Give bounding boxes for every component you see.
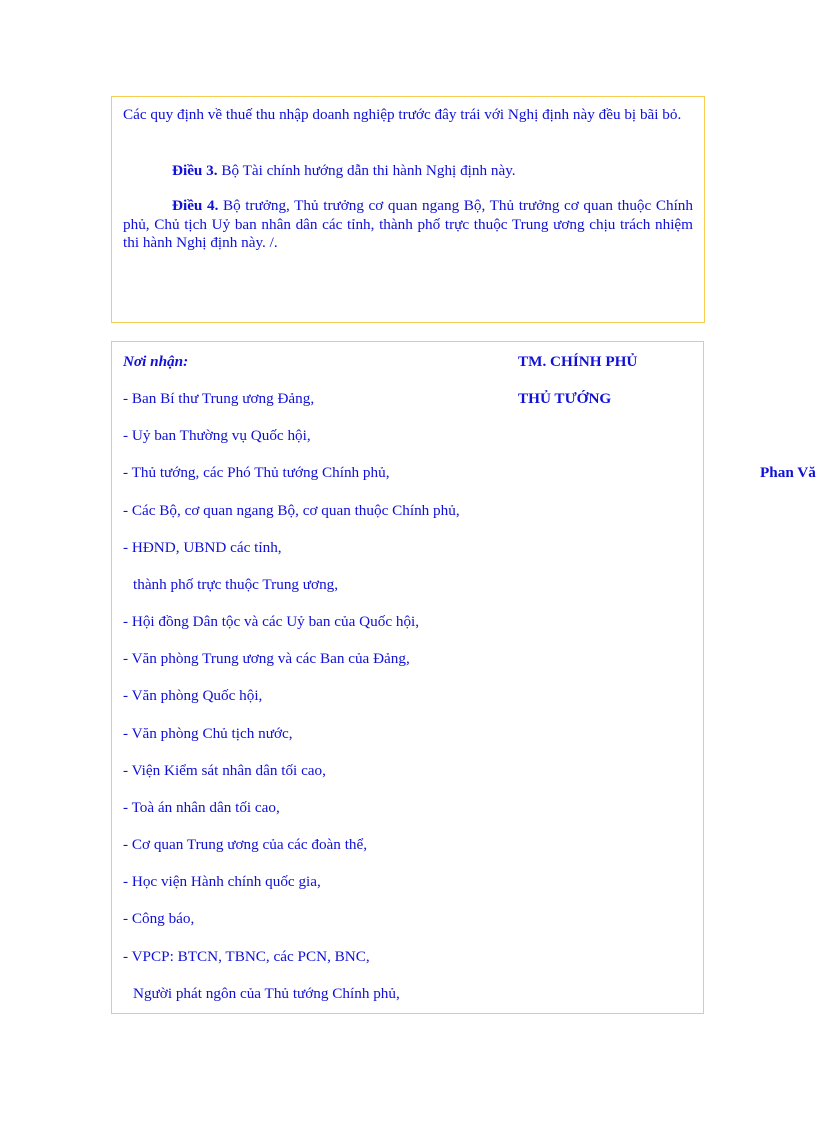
intro-paragraph: Các quy định về thuế thu nhập doanh nghiệp trước đây trái với Nghị định này đều bị bãi bỏ. (123, 106, 682, 123)
recipient-item: - Toà án nhân dân tối cao, (123, 799, 280, 816)
recipient-item: - VPCP: BTCN, TBNC, các PCN, BNC, (123, 948, 370, 965)
recipient-item: - Uỷ ban Thường vụ Quốc hội, (123, 427, 311, 444)
article-4-label: Điều 4. (172, 197, 219, 214)
recipient-item: - Hội đồng Dân tộc và các Uỷ ban của Quốc hội, (123, 613, 420, 630)
article-3-label: Điều 3. (172, 161, 218, 179)
article-3-text: Bộ Tài chính hướng dẫn thi hành Nghị định này. (217, 161, 516, 179)
article-section (111, 96, 705, 323)
article-3-paragraph (123, 162, 693, 181)
article-4-paragraph (123, 197, 693, 253)
recipient-item: - Văn phòng Quốc hội, (123, 687, 263, 704)
recipient-item: - Học viện Hành chính quốc gia, (123, 873, 321, 890)
recipients-heading: Nơi nhận: (123, 353, 189, 370)
recipient-item: - Văn phòng Chủ tịch nước, (123, 725, 293, 742)
recipient-item: - Các Bộ, cơ quan ngang Bộ, cơ quan thuộc Chính phủ, (123, 502, 460, 519)
recipient-item: - Cơ quan Trung ương của các đoàn thể, (123, 836, 368, 853)
recipient-item: - Viện Kiểm sát nhân dân tối cao, (123, 762, 326, 779)
article-4-text: Bộ trưởng, Thủ trưởng cơ quan ngang Bộ, Thủ trưởng cơ quan thuộc Chính phủ, Chủ tịch Uỷ ban nhân dân các tỉnh, thành phố trực thuộc Trung ương chịu trách nhiệm thi hành Nghị định này. /. (123, 197, 693, 251)
signer-name: Phan Vă (760, 464, 816, 481)
recipients-section (111, 341, 704, 1014)
recipient-item: - Công báo, (123, 910, 195, 927)
signature-title: TM. CHÍNH PHỦ (518, 353, 638, 370)
recipient-item: - Thủ tướng, các Phó Thủ tướng Chính phủ, (123, 464, 390, 481)
recipient-item: - HĐND, UBND các tỉnh, (123, 539, 282, 556)
recipient-item: - Ban Bí thư Trung ương Đảng, (123, 390, 315, 407)
recipient-item: - Văn phòng Trung ương và các Ban của Đảng, (123, 650, 410, 667)
signature-role: THỦ TƯỚNG (518, 390, 612, 407)
recipient-item: Người phát ngôn của Thủ tướng Chính phủ, (133, 985, 400, 1002)
recipient-item: thành phố trực thuộc Trung ương, (133, 576, 339, 593)
